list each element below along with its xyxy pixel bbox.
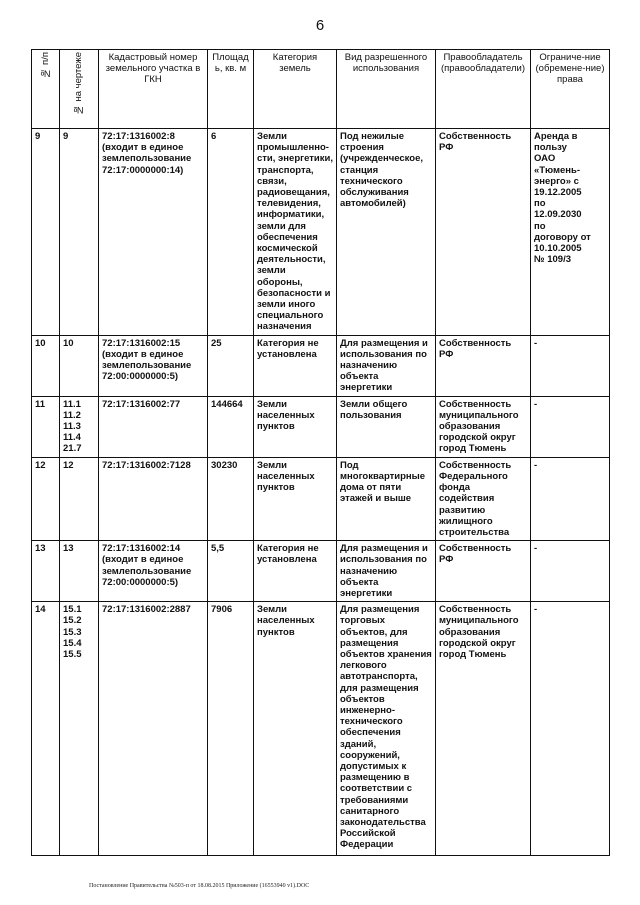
cell-use: Для размещения и использования по назначению объекта энергетики: [337, 335, 436, 396]
table-row: [32, 541, 610, 602]
cell-owner: Собственность Федерального фонда содействия развитию жилищного строительства: [436, 457, 531, 540]
table-row: [32, 335, 610, 396]
cell-drawing: 11.1 11.2 11.3 11.4 21.7: [60, 396, 99, 457]
cell-cadastral: 72:17:1316002:7128: [99, 457, 208, 540]
cell-drawing: 12: [60, 457, 99, 540]
header-category: Категория земель: [254, 50, 337, 129]
cell-area: 7906: [208, 602, 254, 856]
header-num: № п/п: [32, 50, 60, 129]
cell-drawing: 10: [60, 335, 99, 396]
cell-num: 12: [32, 457, 60, 540]
document-footer: Постановление Правительства №503-п от 18.08.2015 Приложение (16553940 v1).DOC: [89, 883, 310, 889]
cell-area: 25: [208, 335, 254, 396]
cell-category: Земли населенных пунктов: [254, 396, 337, 457]
cell-num: 9: [32, 129, 60, 336]
cell-area: 30230: [208, 457, 254, 540]
table-header-row: [32, 50, 610, 129]
cell-num: 10: [32, 335, 60, 396]
cell-drawing: 15.1 15.2 15.3 15.4 15.5: [60, 602, 99, 856]
table-row: [32, 602, 610, 856]
cell-owner: Собственность РФ: [436, 335, 531, 396]
cell-num: 11: [32, 396, 60, 457]
cell-cadastral: 72:17:1316002:14 (входит в единое землепользование 72:00:0000000:5): [99, 541, 208, 602]
cell-use: Для размещения торговых объектов, для размещения объектов хранения легкового автотранспорта, для размещения объектов инженерно- технического обеспечения зданий, сооружений, допустимых к размещению в соответствии с требованиями санитарного законодательства Российской Федерации: [337, 602, 436, 856]
cell-restriction: -: [531, 541, 610, 602]
page-number: 6: [315, 17, 325, 34]
cell-num: 14: [32, 602, 60, 856]
header-cadastral: Кадастровый номер земельного участка в ГКН: [99, 50, 208, 129]
cell-cadastral: 72:17:1316002:77: [99, 396, 208, 457]
cell-drawing: 13: [60, 541, 99, 602]
land-plots-table: [31, 49, 610, 856]
cell-owner: Собственность РФ: [436, 541, 531, 602]
cell-restriction: -: [531, 457, 610, 540]
cell-num: 13: [32, 541, 60, 602]
cell-category: Земли населенных пунктов: [254, 602, 337, 856]
cell-owner: Собственность РФ: [436, 129, 531, 336]
header-area: Площадь, кв. м: [208, 50, 254, 129]
cell-drawing: 9: [60, 129, 99, 336]
cell-area: 6: [208, 129, 254, 336]
cell-restriction: -: [531, 602, 610, 856]
header-use: Вид разрешенного использования: [337, 50, 436, 129]
table-row: [32, 457, 610, 540]
cell-cadastral: 72:17:1316002:2887: [99, 602, 208, 856]
cell-use: Земли общего пользования: [337, 396, 436, 457]
cell-use: Под нежилые строения (учрежденческое, станция технического обслуживания автомобилей): [337, 129, 436, 336]
cell-restriction: Аренда в пользу ОАО «Тюмень- энерго» с 19.12.2005 по 12.09.2030 по договору от 10.10.2005 № 109/3: [531, 129, 610, 336]
cell-use: Для размещения и использования по назначению объекта энергетики: [337, 541, 436, 602]
cell-use: Под многоквартирные дома от пяти этажей и выше: [337, 457, 436, 540]
cell-area: 144664: [208, 396, 254, 457]
table-row: [32, 129, 610, 336]
cell-area: 5,5: [208, 541, 254, 602]
header-owner: Правообладатель (правообладатели): [436, 50, 531, 129]
cell-category: Земли промышленно- сти, энергетики, транспорта, связи, радиовещания, телевидения, информатики, земли для обеспечения космической деятельности, земли обороны, безопасности и земли иного специального назначения: [254, 129, 337, 336]
header-restriction: Ограниче-ние (обремене-ние) права: [531, 50, 610, 129]
cell-cadastral: 72:17:1316002:8 (входит в единое землепользование 72:17:0000000:14): [99, 129, 208, 336]
cell-category: Категория не установлена: [254, 541, 337, 602]
table-row: [32, 396, 610, 457]
cell-category: Категория не установлена: [254, 335, 337, 396]
header-drawing: № на чертеже: [60, 50, 99, 129]
cell-cadastral: 72:17:1316002:15 (входит в единое землепользование 72:00:0000000:5): [99, 335, 208, 396]
cell-owner: Собственность муниципального образования городской округ город Тюмень: [436, 602, 531, 856]
cell-category: Земли населенных пунктов: [254, 457, 337, 540]
cell-restriction: -: [531, 335, 610, 396]
cell-restriction: -: [531, 396, 610, 457]
cell-owner: Собственность муниципального образования городской округ город Тюмень: [436, 396, 531, 457]
